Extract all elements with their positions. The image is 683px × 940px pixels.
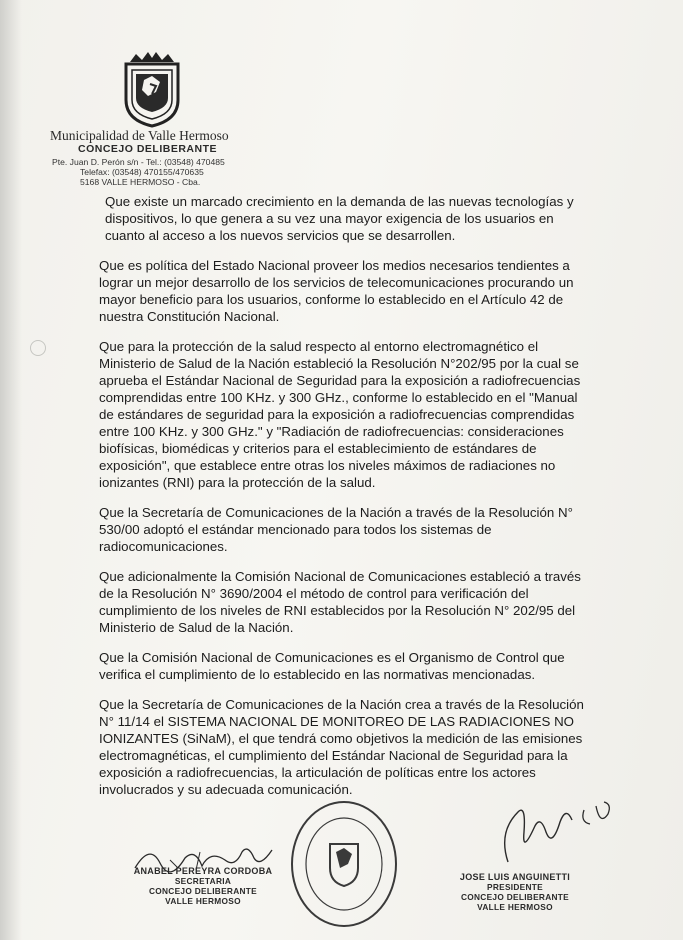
- address-line: Pte. Juan D. Perón s/n - Tel.: (03548) 470485: [52, 157, 225, 167]
- signatory-name: JOSE LUIS ANGUINETTI: [459, 872, 571, 882]
- signatory-name: ANABEL PEREYRA CORDOBA: [133, 866, 273, 876]
- signatory-role: PRESIDENTE: [486, 882, 544, 892]
- signatory-role: SECRETARIA: [174, 876, 232, 886]
- signatory-body: CONCEJO DELIBERANTE: [148, 886, 258, 896]
- page-edge-shadow: [0, 0, 22, 940]
- paragraph: Que adicionalmente la Comisión Nacional de Comunicaciones estableció a través de la Resolución N° 3690/2004 el método de control para verificación del cumplimiento de los niveles de RNI establecidos por la Resolución N° 202/95 del Ministerio de Salud de la Nación.: [99, 569, 581, 635]
- official-seal-stamp: [288, 798, 400, 930]
- paragraph: Que existe un marcado crecimiento en la demanda de las nuevas tecnologías y dispositivos, lo que genera a su vez una mayor exigencia de los usuarios en cuanto al acceso a los nuevos servicios que se desarrollen.: [105, 194, 574, 243]
- municipal-crest-logo: [122, 50, 182, 128]
- signatory-place: VALLE HERMOSO: [477, 902, 553, 912]
- left-signature-block: [128, 866, 278, 906]
- paragraph: Que la Secretaría de Comunicaciones de la Nación a través de la Resolución N° 530/00 adoptó el estándar mencionado para todos los sistemas de radiocomunicaciones.: [99, 505, 573, 554]
- paragraph: Que la Secretaría de Comunicaciones de la Nación crea a través de la Resolución N° 11/14 el SISTEMA NACIONAL DE MONITOREO DE LAS RADIACIONES NO IONIZANTES (SiNaM), el que tendrá como objetivos la medición de las emisiones electromagnéticas, el cumplimiento del Estándar Nacional de Seguridad para la exposición a radiofrecuencias, la articulación de políticas entre los actores involucrados y su adecuada comunicación.: [99, 697, 584, 797]
- punch-hole-mark: [30, 340, 46, 356]
- paragraph: Que la Comisión Nacional de Comunicaciones es el Organismo de Control que verifica el cumplimiento de lo establecido en las normativas mencionadas.: [99, 650, 565, 682]
- document-body: [99, 193, 589, 811]
- municipality-name: Municipalidad de Valle Hermoso: [50, 128, 229, 143]
- right-handwritten-signature: [488, 792, 616, 868]
- council-name: CONCEJO DELIBERANTE: [78, 143, 218, 155]
- telefax-line: Telefax: (03548) 470155/470635: [80, 167, 204, 177]
- city-line: 5168 VALLE HERMOSO - Cba.: [80, 177, 201, 187]
- paragraph: Que para la protección de la salud respecto al entorno electromagnético el Ministerio de Salud de la Nación estableció la Resolución N°202/95 por la cual se aprueba el Estándar Nacional de Seguridad para la exposición a radiofrecuencias comprendidas entre 100 KHz. y 300 GHz., conforme lo establecido en el "Manual de estándares de seguridad para la exposición a radiofrecuencias comprendidas entre 100 KHz. y 300 GHz." y "Radiación de radiofrecuencias: consideraciones biofísicas, biomédicas y criterios para el establecimiento de estándares de exposición", que establece entre otras los niveles máximos de radiaciones no ionizantes (RNI) para la protección de la salud.: [99, 339, 581, 490]
- signatory-body: CONCEJO DELIBERANTE: [460, 892, 570, 902]
- right-signature-block: [440, 872, 590, 912]
- signatory-place: VALLE HERMOSO: [165, 896, 241, 906]
- paragraph: Que es política del Estado Nacional proveer los medios necesarios tendientes a lograr un mejor desarrollo de los servicios de telecomunicaciones procurando un mayor beneficio para los usuarios, conforme lo establecido en el Artículo 42 de nuestra Constitución Nacional.: [99, 258, 574, 324]
